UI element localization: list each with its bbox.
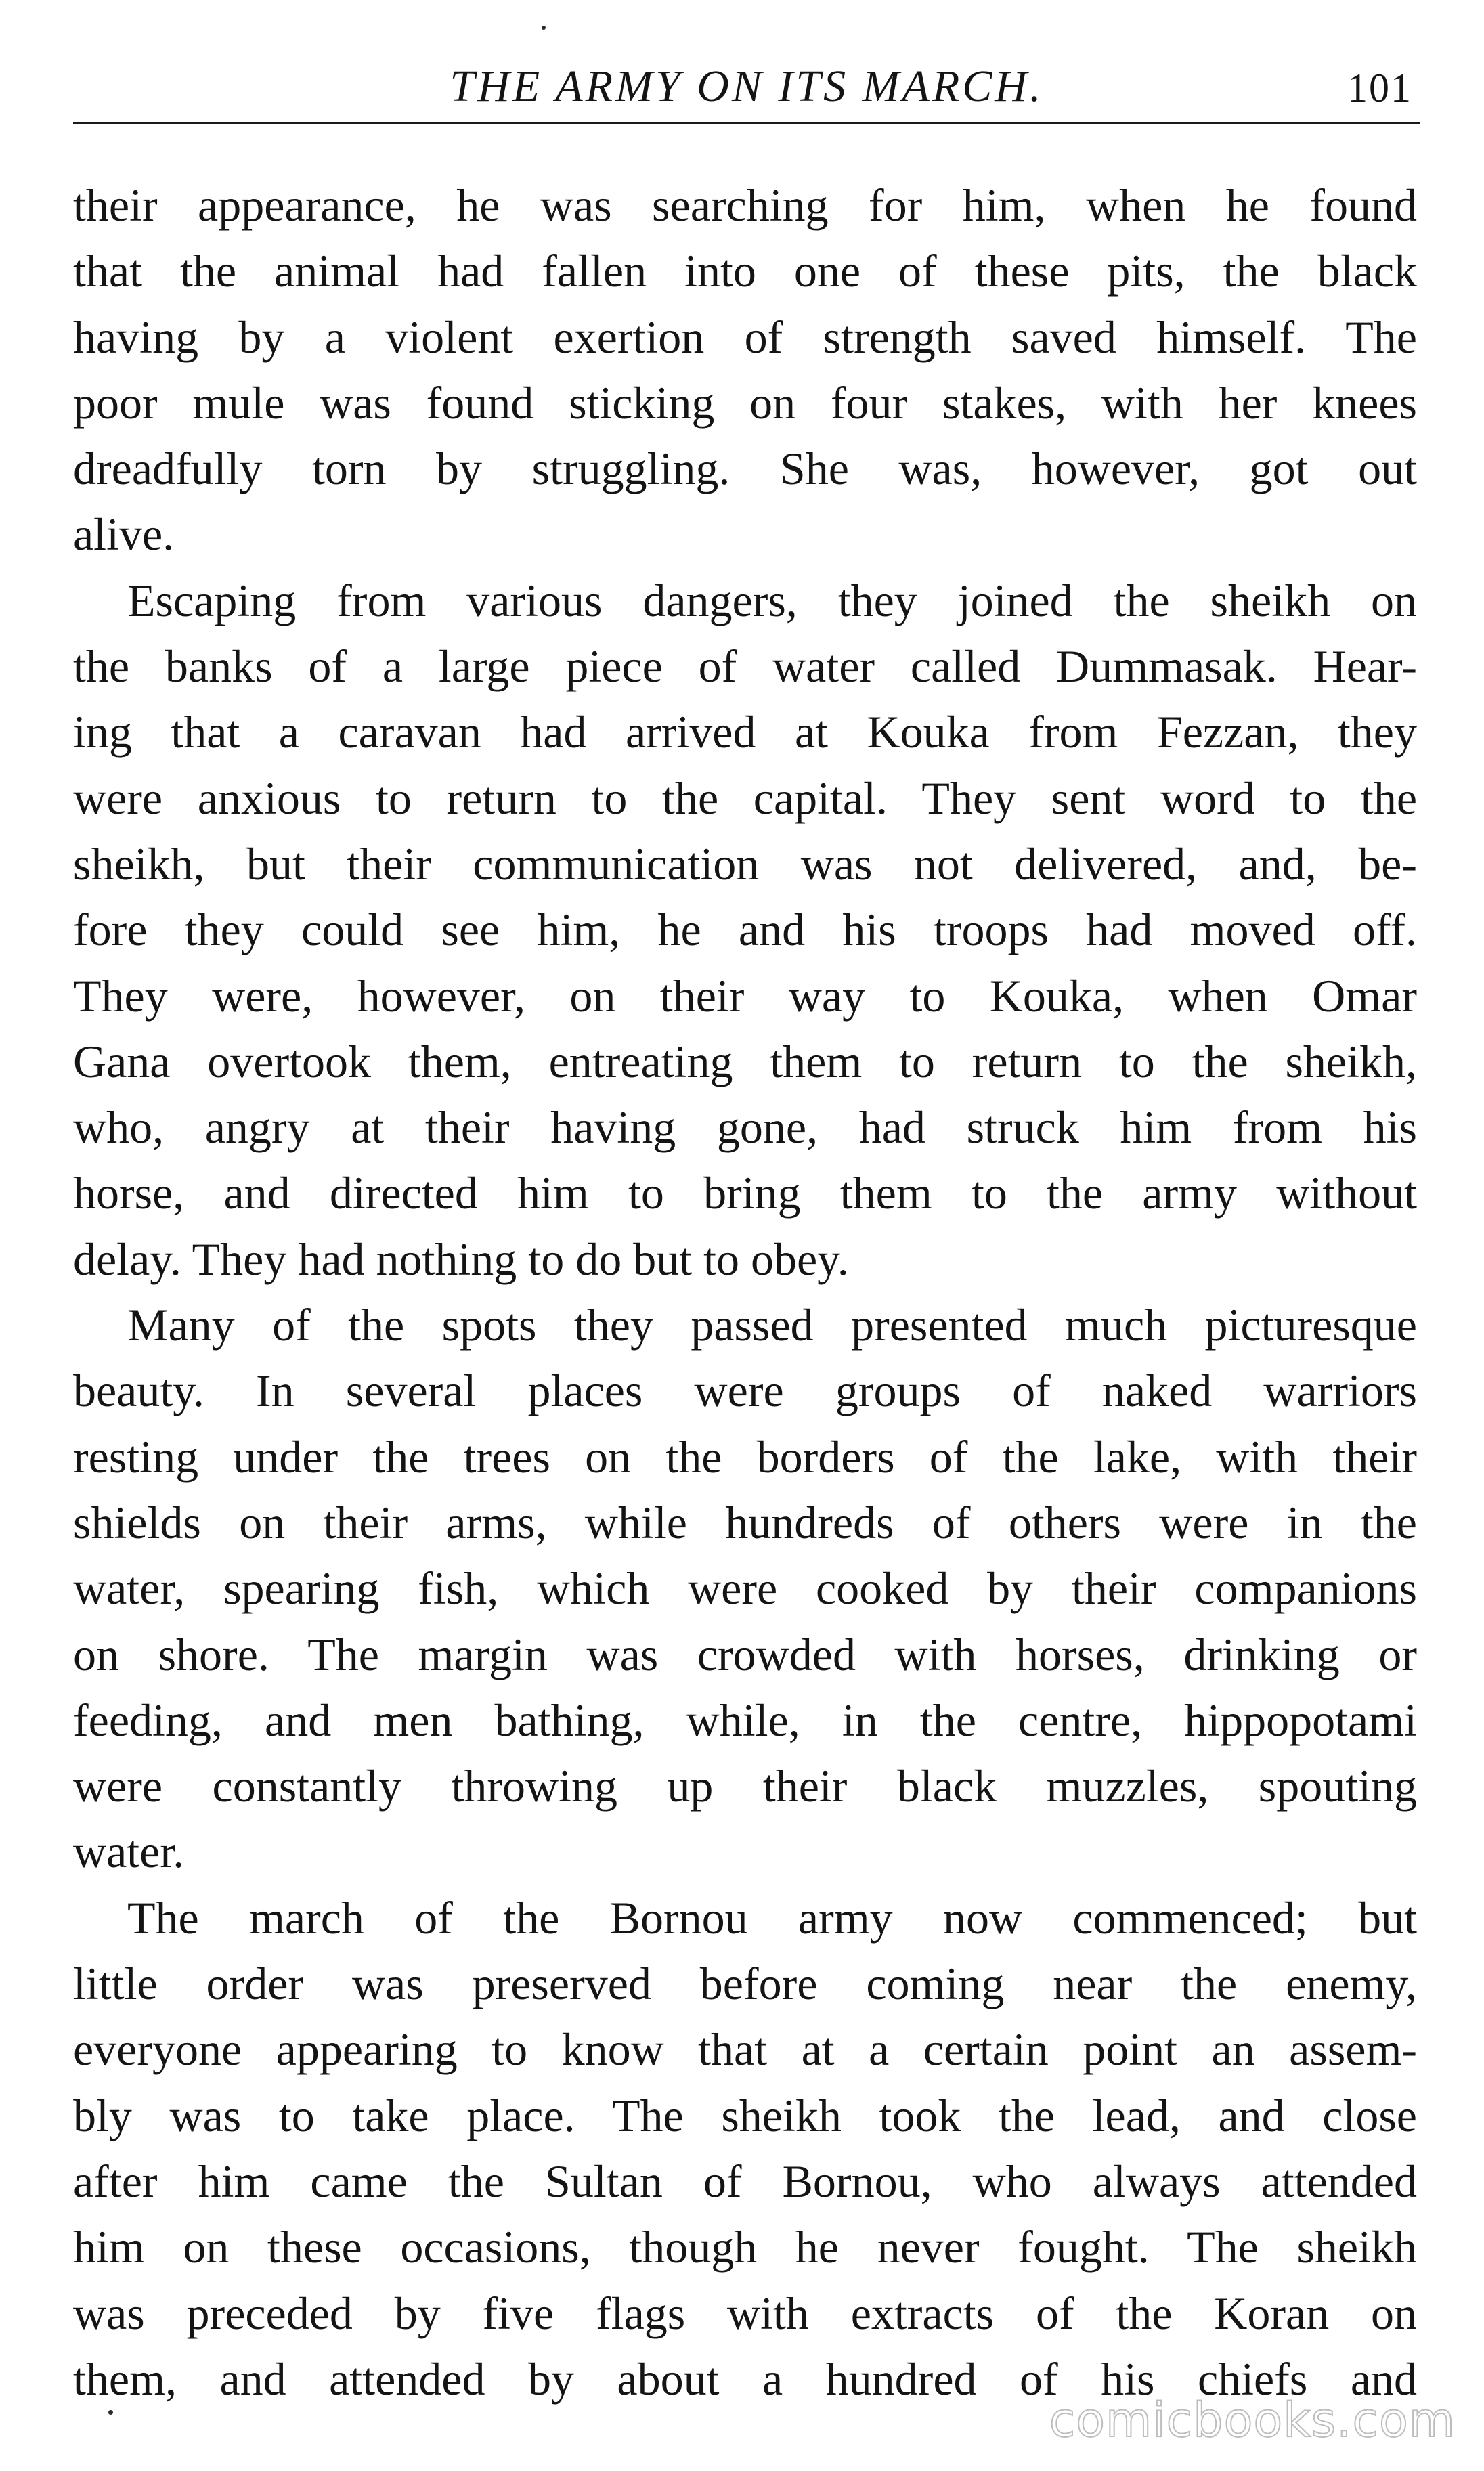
text-line: fore they could see him, he and his troops had moved off.	[73, 904, 1417, 956]
text-line: were constantly throwing up their black muzzles, spouting	[73, 1760, 1417, 1812]
paragraph	[73, 1292, 1417, 1885]
ink-speck	[542, 26, 546, 30]
text-line: horse, and directed him to bring them to the army without	[73, 1167, 1417, 1219]
text-line: on shore. The margin was crowded with horses, drinking or	[73, 1628, 1417, 1680]
text-line: Many of the spots they passed presented much picturesque	[127, 1299, 1417, 1351]
text-line: shields on their arms, while hundreds of others were in the	[73, 1496, 1417, 1548]
page-number: 101	[1347, 66, 1412, 110]
text-line: water.	[73, 1826, 185, 1878]
text-line: their appearance, he was searching for him, when he found	[73, 179, 1417, 231]
text-line: them, and attended by about a hundred of his chiefs and	[73, 2353, 1417, 2405]
body-text	[73, 173, 1417, 2412]
text-line: everyone appearing to know that at a certain point an assem-	[73, 2024, 1417, 2076]
text-line: who, angry at their having gone, had struck him from his	[73, 1101, 1417, 1154]
text-line: was preceded by five flags with extracts of the Koran on	[73, 2287, 1417, 2339]
paragraph	[73, 173, 1417, 568]
text-line: little order was preserved before coming near the enemy,	[73, 1958, 1417, 2010]
running-header	[73, 54, 1420, 129]
text-line: They were, however, on their way to Kouka, when Omar	[73, 969, 1417, 1022]
text-line: alive.	[73, 508, 175, 561]
text-line: after him came the Sultan of Bornou, who always attended	[73, 2155, 1417, 2207]
watermark: comicbooks.com	[1049, 2392, 1456, 2448]
text-line: having by a violent exertion of strength saved himself. The	[73, 311, 1417, 363]
text-line: him on these occasions, though he never fought. The sheikh	[73, 2221, 1417, 2273]
header-rule	[73, 122, 1420, 124]
text-line: that the animal had fallen into one of these pits, the black	[73, 245, 1417, 297]
text-line: poor mule was found sticking on four stakes, with her knees	[73, 376, 1417, 429]
text-line: bly was to take place. The sheikh took the lead, and close	[73, 2089, 1417, 2141]
paragraph	[73, 1885, 1417, 2412]
text-line: Escaping from various dangers, they joined the sheikh on	[127, 574, 1417, 626]
text-line: delay. They had nothing to do but to obey.	[73, 1233, 849, 1285]
text-line: the banks of a large piece of water called Dummasak. Hear-	[73, 640, 1417, 693]
text-line: ing that a caravan had arrived at Kouka from Fezzan, they	[73, 706, 1417, 758]
text-line: The march of the Bornou army now commenced; but	[127, 1891, 1417, 1944]
text-line: dreadfully torn by struggling. She was, however, got out	[73, 443, 1417, 495]
text-line: Gana overtook them, entreating them to return to the sheikh,	[73, 1035, 1417, 1087]
text-line: water, spearing fish, which were cooked by their companions	[73, 1562, 1417, 1615]
text-line: were anxious to return to the capital. They sent word to the	[73, 772, 1417, 824]
text-line: feeding, and men bathing, while, in the centre, hippopotami	[73, 1694, 1417, 1746]
paragraph	[73, 568, 1417, 1292]
text-line: beauty. In several places were groups of naked warriors	[73, 1365, 1417, 1417]
running-title: THE ARMY ON ITS MARCH.	[450, 62, 1044, 111]
text-line: resting under the trees on the borders of the lake, with their	[73, 1430, 1417, 1483]
text-line: sheikh, but their communication was not delivered, and, be-	[73, 837, 1417, 890]
